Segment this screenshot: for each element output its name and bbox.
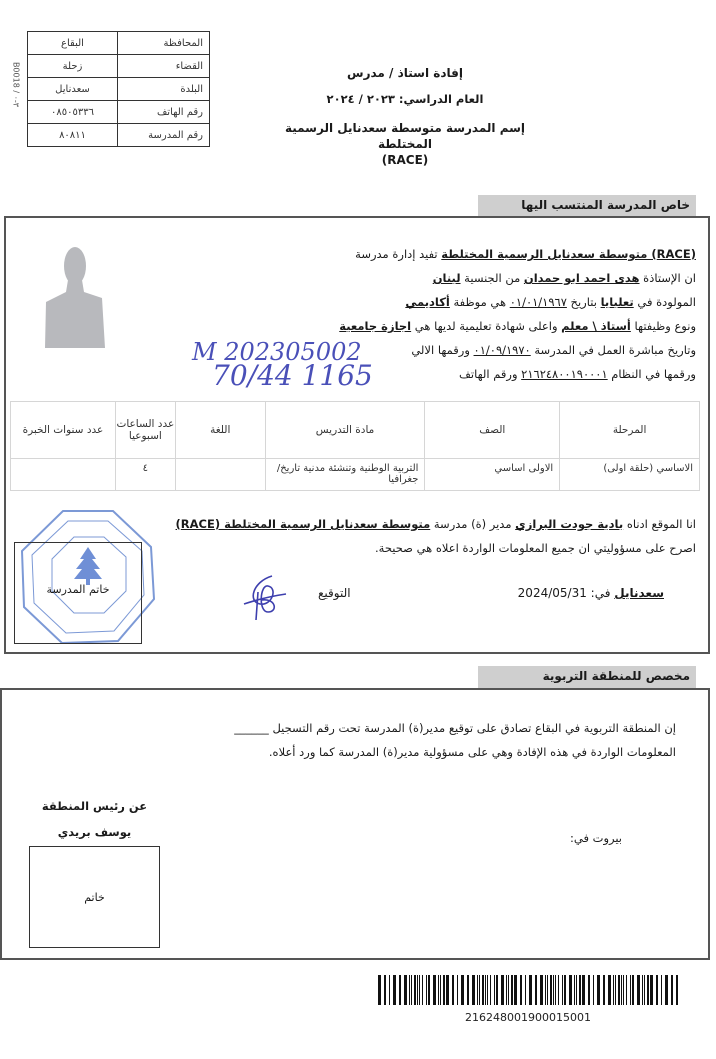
academic-year: العام الدراسي: ٢٠٢٣ / ٢٠٢٤ — [326, 92, 484, 106]
para-line-2 — [433, 266, 696, 291]
barcode-bar — [642, 975, 643, 1005]
head-silhouette — [64, 247, 86, 285]
region-line-2: المعلومات الواردة في هذه الإفادة وهي على مسؤولية مدير(ة) المدرسة كما ورد أعلاه. — [268, 745, 676, 759]
barcode-bar — [558, 975, 559, 1005]
table-cell: الاولى اساسي — [425, 459, 560, 491]
column-header: عدد الساعات اسبوعيا — [115, 402, 175, 459]
column-header: مادة التدريس — [265, 402, 425, 459]
barcode-bar — [547, 975, 548, 1005]
barcode-bar — [661, 975, 662, 1005]
text: ورقم الهاتف — [458, 367, 522, 381]
barcode-bar — [529, 975, 532, 1005]
signature-label: التوقيع — [318, 586, 351, 600]
column-header: عدد سنوات الخبرة — [11, 402, 116, 459]
barcode-bar — [650, 975, 653, 1005]
barcode-bar — [637, 975, 640, 1005]
job-type: أستاذ \ معلم — [561, 319, 631, 333]
barcode-bar — [409, 975, 410, 1005]
info-value: زحلة — [28, 55, 118, 78]
barcode-bar — [525, 975, 526, 1005]
text: انا الموقع ادناه — [623, 517, 696, 531]
barcode-bar — [613, 975, 614, 1005]
stamp-label: خاتم — [84, 890, 105, 904]
barcode-bar — [644, 975, 645, 1005]
degree: اجازة جامعية — [339, 319, 412, 333]
text: تفيد إدارة مدرسة — [355, 247, 442, 261]
barcode-bar — [389, 975, 390, 1005]
barcode-bar — [623, 975, 624, 1005]
barcode-bar — [676, 975, 678, 1005]
column-header: الصف — [425, 402, 560, 459]
text: ونوع وظيفتها — [630, 319, 696, 333]
text: من الجنسية — [460, 271, 524, 285]
barcode-bar — [399, 975, 401, 1005]
barcode-bar — [419, 975, 420, 1005]
barcode-bar — [603, 975, 605, 1005]
barcode-bar — [393, 975, 396, 1005]
barcode-bar — [479, 975, 480, 1005]
barcode-bar — [440, 975, 441, 1005]
director-name: بادية جودت البرازي — [515, 517, 624, 531]
info-value: ٠٨٥٠٥٣٣٦ — [28, 101, 118, 124]
barcode-bar — [496, 975, 498, 1005]
beirut-date-label: بيروت في: — [570, 831, 623, 845]
barcode-bar — [615, 975, 616, 1005]
barcode-bar — [446, 975, 449, 1005]
barcode — [378, 975, 678, 1005]
table-cell: التربية الوطنية وتنشئة مدنية تاريخ/ جغرافيا — [265, 459, 425, 491]
barcode-bar — [535, 975, 537, 1005]
signature-place-date — [518, 586, 664, 600]
info-label: القضاء — [118, 55, 210, 78]
table-row — [11, 459, 700, 491]
barcode-bar — [490, 975, 491, 1005]
column-header: المرحلة — [560, 402, 700, 459]
barcode-bar — [501, 975, 504, 1005]
barcode-bar — [426, 975, 427, 1005]
barcode-bar — [665, 975, 668, 1005]
document-title: إفادة استاذ / مدرس — [347, 66, 463, 80]
barcode-bar — [384, 975, 386, 1005]
region-head-name: يوسف بريدي — [57, 825, 132, 839]
para-line-6 — [459, 362, 696, 387]
para-line-5 — [411, 338, 696, 363]
barcode-bar — [576, 975, 577, 1005]
para-line-1 — [355, 242, 696, 267]
info-label: المحافظة — [118, 32, 210, 55]
text: وتاريخ مباشرة العمل في المدرسة — [530, 343, 696, 357]
barcode-bar — [630, 975, 631, 1005]
info-row — [28, 124, 210, 147]
barcode-bar — [508, 975, 509, 1005]
info-row — [28, 78, 210, 101]
teacher-name: هدى احمد ابو حمدان — [523, 271, 640, 285]
info-label: رقم المدرسة — [118, 124, 210, 147]
handwritten-phone: 70/44 1165 — [212, 359, 373, 392]
text: واعلى شهادة تعليمية لديها هي — [411, 319, 562, 333]
barcode-bar — [588, 975, 590, 1005]
text: ورقمها الالي — [411, 343, 474, 357]
on-behalf-label: عن رئيس المنطقة — [41, 799, 148, 813]
barcode-bar — [414, 975, 416, 1005]
stamp-label: خاتم المدرسة — [46, 583, 110, 596]
info-row — [28, 55, 210, 78]
text: ان الإستاذة — [639, 271, 696, 285]
barcode-bar — [428, 975, 430, 1005]
barcode-bar — [511, 975, 513, 1005]
declaration-line-1 — [176, 512, 696, 537]
barcode-bar — [467, 975, 469, 1005]
para-line-4 — [339, 314, 696, 339]
barcode-bar — [472, 975, 475, 1005]
barcode-bar — [520, 975, 522, 1005]
barcode-bar — [574, 975, 575, 1005]
barcode-bar — [438, 975, 439, 1005]
person-photo-placeholder — [42, 242, 108, 348]
info-label: البلدة — [118, 78, 210, 101]
barcode-bar — [555, 975, 556, 1005]
barcode-bar — [593, 975, 594, 1005]
barcode-bar — [433, 975, 436, 1005]
column-header: اللغة — [175, 402, 265, 459]
barcode-bar — [487, 975, 488, 1005]
info-row — [28, 101, 210, 124]
barcode-bar — [378, 975, 381, 1005]
barcode-bar — [582, 975, 585, 1005]
text: هي موظفة — [449, 295, 510, 309]
barcode-bar — [569, 975, 572, 1005]
text: في: — [586, 586, 615, 600]
barcode-bar — [417, 975, 418, 1005]
section-region-tab: مخصص للمنطقة التربوية — [478, 666, 696, 688]
barcode-bar — [514, 975, 517, 1005]
text: بتاريخ — [566, 295, 601, 309]
barcode-bar — [550, 975, 552, 1005]
start-date: ٠١/٠٩/١٩٧٠ — [473, 343, 531, 357]
barcode-bar — [485, 975, 486, 1005]
barcode-bar — [579, 975, 581, 1005]
signature-mark — [242, 572, 288, 622]
nationality: لبنان — [432, 271, 461, 285]
barcode-bar — [597, 975, 600, 1005]
info-value: ٨٠٨١١ — [28, 124, 118, 147]
table-cell: ٤ — [115, 459, 175, 491]
barcode-bar — [482, 975, 484, 1005]
document-reference-code: B0018 / ٣-٠ — [11, 61, 21, 108]
document-header — [280, 66, 530, 168]
declaration-line-2: اصرح على مسؤوليتي ان جميع المعلومات الواردة اعلاه هي صحيحة. — [375, 541, 696, 555]
region-stamp-box — [29, 846, 160, 948]
barcode-bar — [443, 975, 445, 1005]
school-name-inline: متوسطة سعدنايل الرسمية المختلطة (RACE) — [175, 517, 431, 531]
school-code: (RACE) — [381, 153, 429, 167]
system-number: ٢١٦٢٤٨٠٠١٩٠٠٠١ — [521, 367, 608, 381]
barcode-bar — [494, 975, 495, 1005]
table-cell — [11, 459, 116, 491]
barcode-bar — [506, 975, 507, 1005]
employee-type: أكاديمي — [405, 295, 450, 309]
barcode-bar — [618, 975, 620, 1005]
text: مدير (ة) مدرسة — [430, 517, 516, 531]
para-line-3 — [405, 290, 696, 315]
handwritten-id: M 202305002 — [192, 338, 362, 366]
barcode-bar — [404, 975, 407, 1005]
barcode-bar — [411, 975, 412, 1005]
school-name: إسم المدرسة متوسطة سعدنايل الرسمية المختلطة — [284, 121, 526, 151]
section-school-tab: خاص المدرسة المنتسب اليها — [478, 195, 696, 217]
region-line-1: إن المنطقة التربوية في البقاع تصادق على توقيع مدير(ة) المدرسة تحت رقم التسجيل ______ — [234, 721, 676, 735]
text: ورقمها في النظام — [607, 367, 696, 381]
barcode-bar — [540, 975, 543, 1005]
barcode-number: 216248001900015001 — [465, 1011, 591, 1024]
info-row — [28, 32, 210, 55]
barcode-bar — [608, 975, 611, 1005]
info-label: رقم الهاتف — [118, 101, 210, 124]
info-value: سعدنايل — [28, 78, 118, 101]
school-info-table — [27, 31, 210, 147]
place: سعدنايل — [614, 586, 664, 600]
barcode-bar — [621, 975, 622, 1005]
barcode-bar — [632, 975, 634, 1005]
info-value: البقاع — [28, 32, 118, 55]
barcode-bar — [562, 975, 563, 1005]
text: المولودة في — [633, 295, 696, 309]
table-cell — [175, 459, 265, 491]
barcode-bar — [553, 975, 554, 1005]
signature-date: 2024/05/31 — [517, 586, 587, 600]
barcode-bar — [671, 975, 673, 1005]
barcode-bar — [457, 975, 458, 1005]
barcode-bar — [422, 975, 423, 1005]
table-cell: الاساسي (حلقة اولى) — [560, 459, 700, 491]
barcode-bar — [461, 975, 464, 1005]
school-name-inline: (RACE) متوسطة سعدنايل الرسمية المختلطة — [441, 247, 696, 261]
teaching-table — [10, 401, 700, 491]
barcode-bar — [647, 975, 649, 1005]
barcode-bar — [626, 975, 627, 1005]
barcode-bar — [545, 975, 546, 1005]
barcode-bar — [452, 975, 454, 1005]
birth-place: تعلبايا — [600, 295, 634, 309]
birth-date: ٠١/٠١/١٩٦٧ — [509, 295, 567, 309]
barcode-bar — [477, 975, 478, 1005]
barcode-bar — [656, 975, 658, 1005]
barcode-bar — [564, 975, 566, 1005]
